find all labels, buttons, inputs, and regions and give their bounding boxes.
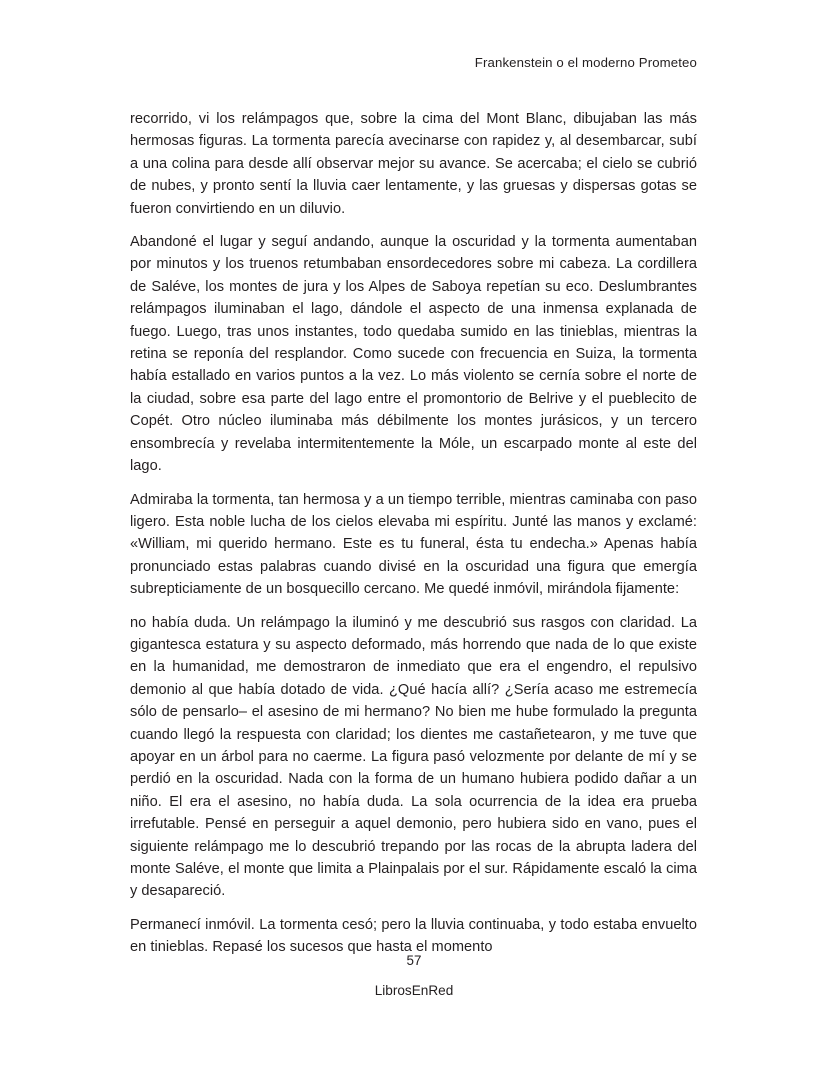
- paragraph: no había duda. Un relámpago la iluminó y me descubrió sus rasgos con claridad. La gigantesca estatura y su aspecto deformado, más horrendo que nada de lo que existe en la humanidad, me demostraron de inmediato que era el engendro, el repulsivo demonio al que había dotado de vida. ¿Qué hacía allí? ¿Sería acaso me estremecía sólo de pensarlo– el asesino de mi hermano? No bien me hube formulado la pregunta cuando llegó la respuesta con claridad; los dientes me castañetearon, y me tuve que apoyar en un árbol para no caerme. La figura pasó velozmente por delante de mí y se perdió en la oscuridad. Nada con la forma de un humano hubiera podido dañar a un niño. El era el asesino, no había duda. La sola ocurrencia de la idea era prueba irrefutable. Pensé en perseguir a aquel demonio, pero hubiera sido en vano, pues el siguiente relámpago me lo descubrió trepando por las rocas de la abrupta ladera del monte Saléve, el monte que limita a Plainpalais por el sur. Rápidamente escaló la cima y desapareció.: [130, 614, 697, 900]
- page-number: 57: [406, 953, 422, 968]
- paragraph: recorrido, vi los relámpagos que, sobre la cima del Mont Blanc, dibujaban las más hermosas figuras. La tormenta parecía avecinarse con rapidez y, al desembarcar, subí a una colina para desde allí observar mejor su avance. Se acercaba; el cielo se cubrió de nubes, y pronto sentí la lluvia caer lentamente, y las gruesas y dispersas gotas se fueron convirtiendo en un diluvio.: [130, 111, 697, 217]
- paragraph: Admiraba la tormenta, tan hermosa y a un tiempo terrible, mientras caminaba con paso ligero. Esta noble lucha de los cielos elevaba mi espíritu. Junté las manos y exclamé: «William, mi querido hermano. Este es tu funeral, ésta tu endecha.» Apenas había pronunciado estas palabras cuando divisé en la oscuridad una figura que emergía subrepticiamente de un bosquecillo cercano. Me quedé inmóvil, mirándola fijamente:: [130, 491, 697, 598]
- body-text-block: [130, 108, 697, 959]
- paragraph: Abandoné el lugar y seguí andando, aunque la oscuridad y la tormenta aumentaban por minutos y los truenos retumbaban ensordecedores sobre mi cabeza. La cordillera de Saléve, los montes de jura y los Alpes de Saboya repetían su eco. Deslumbrantes relámpagos iluminaban el lago, dándole el aspecto de una inmensa explanada de fuego. Luego, tras unos instantes, todo quedaba sumido en las tinieblas, mientras la retina se reponía del resplandor. Como sucede con frecuencia en Suiza, la tormenta había estallado en varios puntos a la vez. Lo más violento se cernía sobre el norte de la ciudad, sobre esa parte del lago entre el promontorio de Belrive y el pueblecito de Copét. Otro núcleo iluminaba más débilmente los montes jurásicos, y un tercero ensombrecía y revelaba intermitentemente la Móle, un escarpado monte al este del lago.: [130, 234, 697, 475]
- publisher-imprint: LibrosEnRed: [374, 983, 454, 998]
- paragraph: Permanecí inmóvil. La tormenta cesó; pero la lluvia continuaba, y todo estaba envuelto en tinieblas. Repasé los sucesos que hasta el momento: [130, 916, 697, 956]
- running-head: Frankenstein o el moderno Prometeo: [474, 55, 697, 70]
